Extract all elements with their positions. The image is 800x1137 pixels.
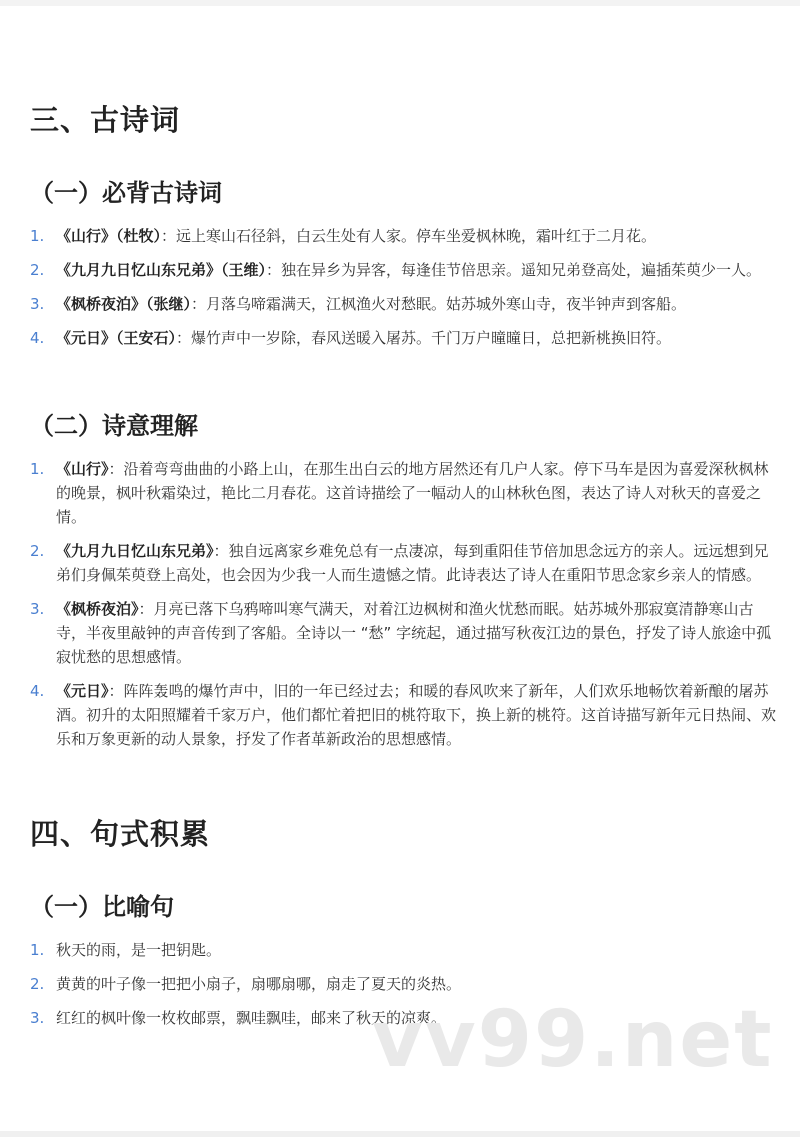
meaning-text: 月亮已落下乌鸦啼叫寒气满天，对着江边枫树和渔火忧愁而眠。姑苏城外那寂寞清静寒山古寺，半夜里敲钟的声音传到了客船。全诗以一 “愁” 字统起，通过描写秋夜江边的景色，抒发了诗人旅途中孤寂忧愁的思想感情。 [56, 600, 772, 666]
metaphor-list [30, 938, 782, 1040]
list-number: 3. [30, 1009, 45, 1027]
list-number: 1. [30, 941, 45, 959]
list-number: 1. [30, 227, 45, 245]
poem-text: 爆竹声中一岁除，春风送暖入屠苏。千门万户曈曈日，总把新桃换旧符。 [191, 329, 672, 347]
separator: ： [191, 295, 207, 313]
must-recite-list [30, 224, 782, 360]
watermark: vv99.net [372, 995, 774, 1085]
subheading-metaphor: （一）比喻句 [30, 893, 174, 921]
poem-title: 《枫桥夜泊》 [56, 600, 139, 618]
bottom-border [0, 1131, 800, 1137]
list-number: 2. [30, 261, 45, 279]
separator: ： [108, 460, 124, 478]
section-heading-sentences: 四、句式积累 [30, 817, 211, 851]
list-item [30, 1006, 782, 1030]
separator: ： [108, 682, 124, 700]
meaning-text: 独自远离家乡难免总有一点凄凉，每到重阳佳节倍加思念远方的亲人。远远想到兄弟们身佩茱萸登上高处，也会因为少我一人而生遗憾之情。此诗表达了诗人在重阳节思念家乡亲人的情感。 [56, 542, 769, 584]
separator: ： [266, 261, 282, 279]
list-item [30, 326, 782, 350]
list-item [30, 679, 782, 751]
sentence-text: 黄黄的叶子像一把把小扇子，扇哪扇哪，扇走了夏天的炎热。 [56, 975, 462, 993]
subheading-must-recite: （一）必背古诗词 [30, 179, 222, 207]
poem-text: 独在异乡为异客，每逢佳节倍思亲。遥知兄弟登高处，遍插茱萸少一人。 [281, 261, 762, 279]
meaning-text: 阵阵轰鸣的爆竹声中，旧的一年已经过去；和暖的春风吹来了新年，人们欢乐地畅饮着新酿的屠苏酒。初升的太阳照耀着千家万户，他们都忙着把旧的桃符取下，换上新的桃符。这首诗描写新年元日热闹、欢乐和万象更新的动人景象，抒发了作者革新政治的思想感情。 [56, 682, 777, 748]
poem-text: 远上寒山石径斜，白云生处有人家。停车坐爱枫林晚，霜叶红于二月花。 [176, 227, 657, 245]
list-item [30, 258, 782, 282]
list-item [30, 972, 782, 996]
separator: ： [161, 227, 177, 245]
separator: ： [176, 329, 192, 347]
list-number: 4. [30, 329, 45, 347]
poem-title: 《枫桥夜泊》（张继） [56, 295, 192, 313]
poem-title: 《元日》（王安石） [56, 329, 177, 347]
poem-meaning-list [30, 457, 782, 761]
list-number: 4. [30, 682, 45, 700]
list-item [30, 597, 782, 669]
poem-text: 月落乌啼霜满天，江枫渔火对愁眠。姑苏城外寒山寺，夜半钟声到客船。 [206, 295, 687, 313]
list-item [30, 539, 782, 587]
sentence-text: 红红的枫叶像一枚枚邮票，飘哇飘哇，邮来了秋天的凉爽。 [56, 1009, 447, 1027]
list-number: 3. [30, 295, 45, 313]
sentence-text: 秋天的雨，是一把钥匙。 [56, 941, 222, 959]
list-number: 3. [30, 600, 45, 618]
poem-title: 《九月九日忆山东兄弟》 [56, 542, 214, 560]
poem-title: 《山行》 [56, 460, 109, 478]
poem-title: 《元日》 [56, 682, 109, 700]
list-number: 2. [30, 542, 45, 560]
poem-title: 《山行》（杜牧） [56, 227, 162, 245]
meaning-text: 沿着弯弯曲曲的小路上山，在那生出白云的地方居然还有几户人家。停下马车是因为喜爱深秋枫林的晚景，枫叶秋霜染过，艳比二月春花。这首诗描绘了一幅动人的山林秋色图，表达了诗人对秋天的喜爱之情。 [56, 460, 769, 526]
list-number: 1. [30, 460, 45, 478]
separator: ： [138, 600, 154, 618]
list-item [30, 224, 782, 248]
subheading-poem-meaning: （二）诗意理解 [30, 412, 198, 440]
list-item [30, 938, 782, 962]
separator: ： [213, 542, 229, 560]
poem-title: 《九月九日忆山东兄弟》（王维） [56, 261, 267, 279]
list-item [30, 457, 782, 529]
list-number: 2. [30, 975, 45, 993]
section-heading-poems: 三、古诗词 [30, 103, 181, 137]
list-item [30, 292, 782, 316]
